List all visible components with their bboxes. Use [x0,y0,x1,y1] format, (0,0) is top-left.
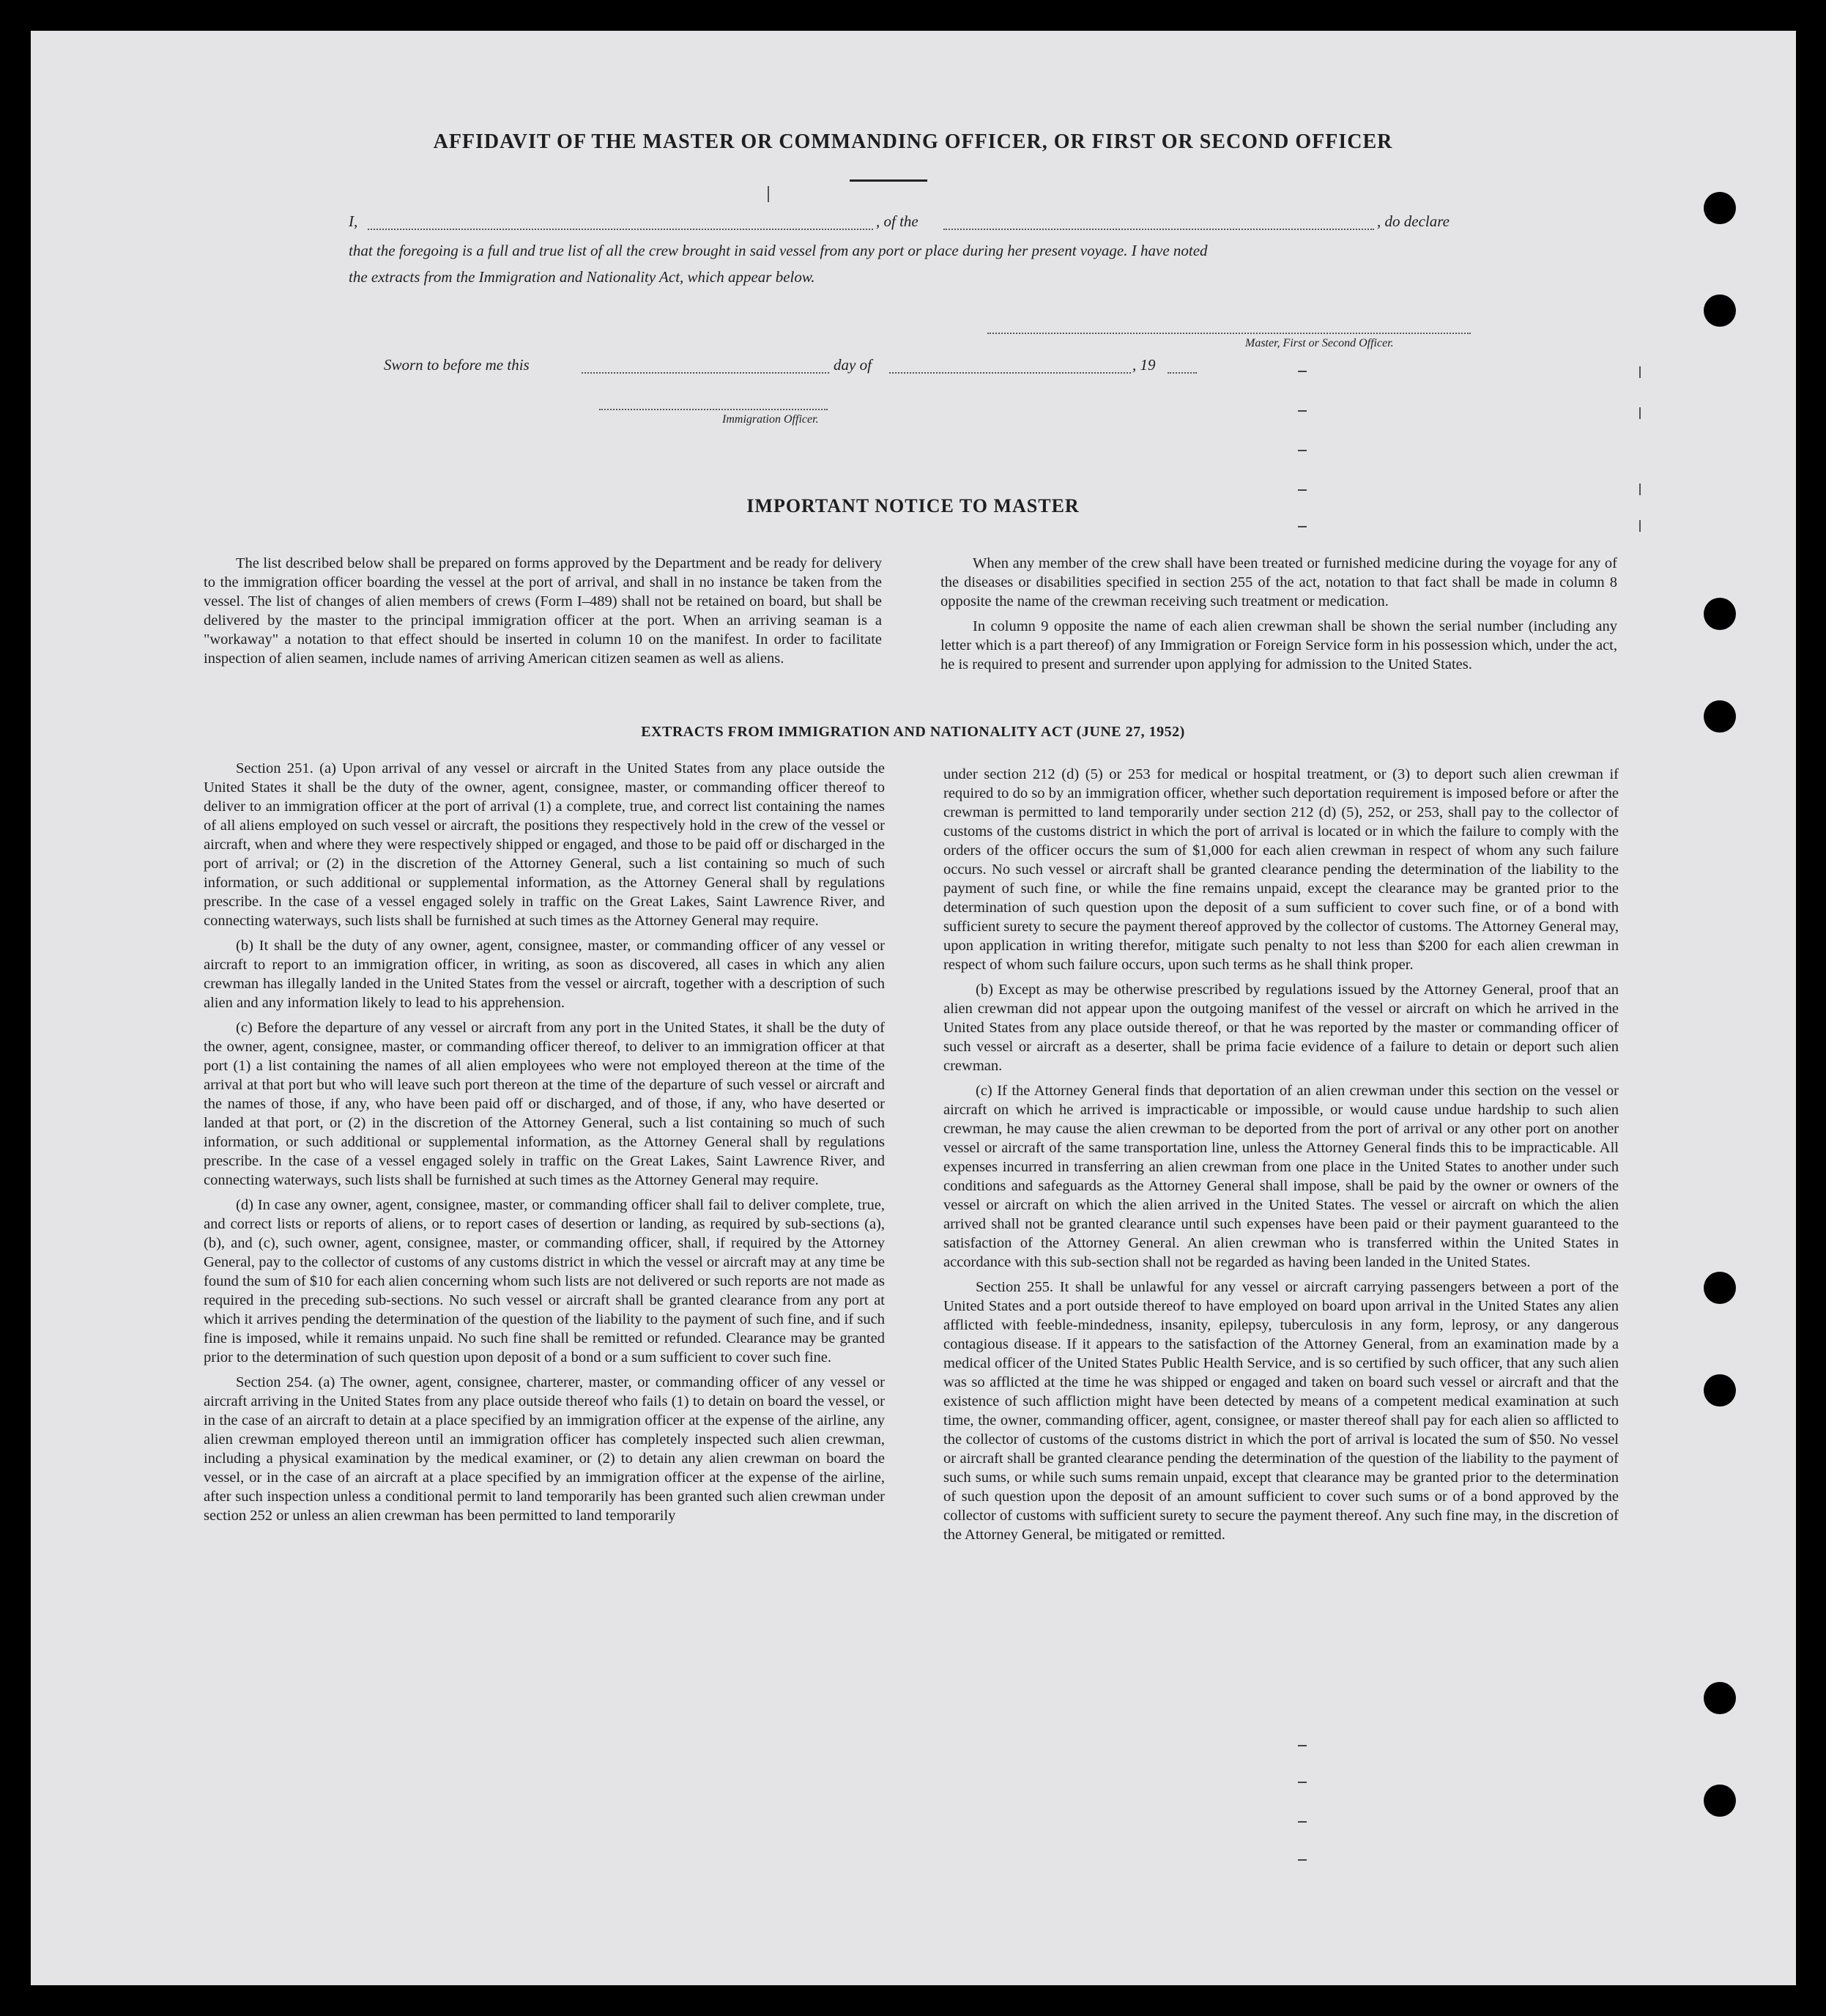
declarant-label: I, [349,212,358,230]
notice-right-paragraph-1: When any member of the crew shall have been treated or furnished medicine during the voyage for any of the diseases or disabilities specified in section 255 of the act, notation to that fact shall be made in column 8 opposite the name of the crewman receiving such treatment or medication. [940,555,1617,609]
column-mark [1298,1821,1307,1823]
column-mark [1298,1859,1307,1861]
officer-signature-caption: Immigration Officer. [722,413,819,426]
notice-left-paragraph: The list described below shall be prepared on forms approved by the Department and be ready for delivery to the immigration officer boarding the vessel at the port of arrival, and shall in no instance be taken from the vessel. The list of changes of alien members of crews (Form I–489) shall not be retained on board, but shall be delivered by the master to the principal immigration officer at the port. When an arriving seaman is a "workaway" a notation to that effect should be inserted in column 10 on the manifest. In order to facilitate inspection of alien seamen, include names of arriving American citizen seamen as well as aliens. [204,555,882,667]
edge-tick [1639,483,1641,495]
vessel-label: , of the [876,212,918,230]
binder-hole [1704,1785,1736,1817]
edge-tick [1639,520,1641,532]
extracts-left-column [204,759,885,1531]
section-251-c: (c) Before the departure of any vessel or aircraft from any port in the United States, it shall be the duty of the owner, agent, consignee, master, or commanding officer thereof, to deliver to an immigration officer at that port (1) a list containing the names of all alien employees who were not employed thereon at the time of the arrival at that port but who will leave such port thereon at the time of the departure of such vessel or aircraft and the names of those, if any, who have been paid off or discharged, and of those, if any, who have deserted or landed at that port, or (2) in the discretion of the Attorney General, such a list containing so much of such information, or such additional or supplemental information, as the Attorney General shall by regulations prescribe. In the case of a vessel engaged solely in traffic on the Great Lakes, Saint Lawrence River, and connecting waterways, such lists shall be furnished at such times as the Attorney General may require. [204,1020,885,1188]
vessel-name-line[interactable] [943,227,1374,230]
sworn-month-line[interactable] [889,371,1131,374]
declarant-name-line[interactable] [368,227,873,230]
officer-signature-line[interactable] [599,407,828,410]
day-of-label: day of [834,356,872,374]
edge-tick [1639,407,1641,419]
sworn-label: Sworn to before me this [384,356,530,374]
extracts-right-column [943,765,1619,1550]
notice-right-paragraph-2: In column 9 opposite the name of each alien crewman shall be shown the serial number (including any letter which is a part thereof) of any Immigration or Foreign Service form in his possession which, under the act, he is required to present and surrender upon applying for admission to the United States. [940,618,1617,672]
notice-title: IMPORTANT NOTICE TO MASTER [746,495,1080,516]
edge-tick [1639,366,1641,378]
extracts-title: EXTRACTS FROM IMMIGRATION AND NATIONALITY ACT (JUNE 27, 1952) [641,724,1185,740]
year-line[interactable] [1168,371,1197,374]
binder-hole [1704,294,1736,327]
column-mark [1298,1745,1307,1746]
master-signature-caption: Master, First or Second Officer. [1245,337,1394,349]
binder-hole [1704,192,1736,224]
section-254-b: (b) Except as may be otherwise prescribed by regulations issued by the Attorney General, proof that an alien crewman did not appear upon the outgoing manifest of the vessel or aircraft on which he arrived in the United States from any place outside thereof, or that he was reported by the master or commanding officer of such vessel or aircraft as a deserter, shall be prima facie evidence of a failure to detain or deport such alien crewman. [943,982,1619,1074]
column-mark [1298,1782,1307,1783]
section-251-b: (b) It shall be the duty of any owner, agent, consignee, master, or commanding officer of any vessel or aircraft to report to an immigration officer, in writing, as soon as discovered, all cases in which any alien crewman has illegally landed in the United States from the vessel or aircraft, together with a description of such alien and any information likely to lead to his apprehension. [204,938,885,1011]
section-254-a-continued: under section 212 (d) (5) or 253 for medical or hospital treatment, or (3) to deport such alien crewman if required to do so by an immigration officer, whether such deportation requirement is imposed before or after the crewman is permitted to land temporarily under section 212 (d) (5), 252, or 253, shall pay to the collector of customs of the customs district in which the port of arrival is located or in which the failure to comply with the orders of the officer occurs the sum of $1,000 for each alien crewman in respect of whom any such failure occurs. No such vessel or aircraft shall be granted clearance pending the determination of the liability to the payment of such fine, or while the fine remains unpaid, except the clearance may be granted prior to the determination of such question upon the deposit of a sum sufficient to cover such fine, or of a bond with sufficient surety to secure the payment thereof approved by the collector of customs. The Attorney General may, upon application in writing therefor, mitigate such penalty to not less than $200 for each alien crewman in respect of whom such failure occurs, upon such terms as he shall think proper. [943,766,1619,973]
notice-left-column [204,554,882,674]
master-signature-line[interactable] [987,331,1471,334]
section-251-d: (d) In case any owner, agent, consignee, master, or commanding officer shall fail to deliver complete, true, and correct lists or reports of aliens, or to report cases of desertion or landing, as required by sub-sections (a), (b), and (c), such owner, agent, consignee, master, or commanding officer, shall, if required by the Attorney General, pay to the collector of customs of any customs district in which the vessel or aircraft may at any time be found the sum of $10 for each alien concerning whom such lists are not delivered or such reports are not made as required in the preceding sub-sections. No such vessel or aircraft shall be granted clearance from any port at which it arrives pending the determination of the question of the liability to the payment of such fine, and if such fine is imposed, while it remains unpaid. No such fine shall be remitted or refunded. Clearance may be granted prior to the determination of such question upon deposit of a bond or a sum sufficient to cover such fine. [204,1197,885,1365]
declaration-line-2: that the foregoing is a full and true list of all the crew brought in said vessel from any port or place during her present voyage. I have noted [349,242,1208,259]
binder-hole [1704,1682,1736,1714]
sworn-day-line[interactable] [582,371,829,374]
binder-hole [1704,1272,1736,1304]
affidavit-title: AFFIDAVIT OF THE MASTER OR COMMANDING OFFICER, OR FIRST OR SECOND OFFICER [433,130,1393,153]
notice-right-column [940,554,1617,680]
column-mark [1298,489,1307,491]
section-251-a: Section 251. (a) Upon arrival of any vessel or aircraft in the United States from any place outside the United States it shall be the duty of the owner, agent, consignee, master, or commanding officer thereof to deliver to an immigration officer at the port of arrival (1) a complete, true, and correct list containing the names of all aliens employed on such vessel or aircraft, the positions they respectively hold in the crew of the vessel or aircraft, when and where they were respectively shipped or engaged, and those to be paid off or discharged in the port of arrival; or (2) in the discretion of the Attorney General, such a list containing so much of such information, or such additional or supplemental information, as the Attorney General shall by regulations prescribe. In the case of a vessel engaged solely in traffic on the Great Lakes, Saint Lawrence River, and connecting waterways, such lists shall be furnished at such times as the Attorney General may require. [204,760,885,929]
center-tick [768,186,769,202]
column-mark [1298,371,1307,372]
year-label: , 19 [1132,356,1156,374]
section-254-c: (c) If the Attorney General finds that deportation of an alien crewman under this section on the vessel or aircraft on which he arrived is impracticable or impossible, or would cause undue hardship to such alien crewman, he may cause the alien crewman to be deported from the port of arrival or any other port on another vessel or aircraft of the same transportation line, unless the Attorney General finds this to be impracticable. All expenses incurred in transferring an alien crewman from one place in the United States to another under such conditions and safeguards as the Attorney General shall impose, shall be paid by the owner or owners of the vessel or aircraft on which the alien arrived in the United States. The vessel or aircraft on which the alien arrived shall not be granted clearance until such expenses have been paid or their payment guaranteed to the satisfaction of the Attorney General. An alien crewman who is transferred within the United States in accordance with this sub-section shall not be regarded as having been landed in the United States. [943,1083,1619,1270]
declaration-line-3: the extracts from the Immigration and Nationality Act, which appear below. [349,268,815,286]
declare-label: , do declare [1377,212,1450,230]
binder-hole [1704,700,1736,733]
column-mark [1298,450,1307,451]
section-255: Section 255. It shall be unlawful for any vessel or aircraft carrying passengers between a port of the United States and a port outside thereof to have employed on board upon arrival in the United States any alien afflicted with feeble-mindedness, insanity, epilepsy, tuberculosis in any form, leprosy, or any dangerous contagious disease. If it appears to the satisfaction of the Attorney General, from an examination made by a medical officer of the United States Public Health Service, and is so certified by such officer, that any such alien was so afflicted at the time he was shipped or engaged and taken on board such vessel or aircraft and that the existence of such affliction might have been detected by means of a competent medical examination at such time, the owner, commanding officer, agent, consignee, or master thereof shall pay for each alien so afflicted to the collector of customs of the customs district in which the port of arrival is located the sum of $50. No vessel or aircraft shall be granted clearance pending the determination of the question of the liability to the payment of such sums, or while such sums remain unpaid, except that clearance may be granted prior to the determination of such question upon the deposit of an amount sufficient to cover such sums or of a bond approved by the collector of customs with sufficient surety to secure the payment thereof. Any such fine may, in the discretion of the Attorney General, be mitigated or remitted. [943,1279,1619,1543]
binder-hole [1704,1374,1736,1407]
column-mark [1298,526,1307,527]
column-mark [1298,410,1307,412]
binder-hole [1704,598,1736,630]
title-rule [850,179,927,182]
section-254-a: Section 254. (a) The owner, agent, consignee, charterer, master, or commanding officer of any vessel or aircraft arriving in the United States from any place outside thereof who fails (1) to detain on board the vessel, or in the case of an aircraft to detain at a place specified by an immigration officer at the expense of the airline, any alien crewman employed thereon until an immigration officer has completely inspected such alien crewman, including a physical examination by the medical examiner, or (2) to detain any alien crewman on board the vessel, or in the case of an aircraft at a place specified by an immigration officer at the expense of the airline, after such inspection unless a conditional permit to land temporarily has been granted such alien crewman under section 252 or unless an alien crewman has been permitted to land temporarily [204,1374,885,1524]
